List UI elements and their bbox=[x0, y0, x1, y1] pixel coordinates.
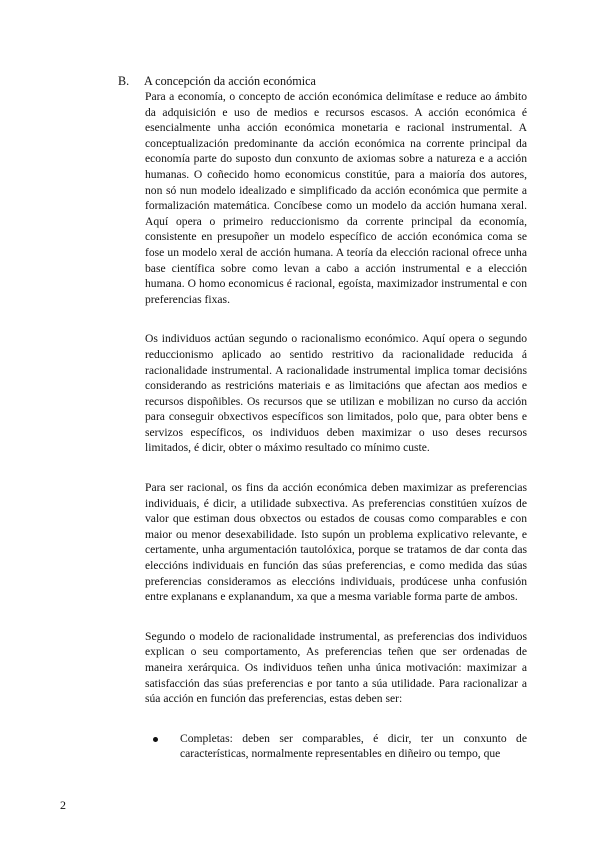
section-marker: B. bbox=[118, 74, 130, 88]
paragraph: Os individuos actúan segundo o racionalismo económico. Aquí opera o segundo reduccionismo aplicado ao sentido restritivo da racionalidade reducida á racionalidade instrumental. A racionalidade instrumental implica tomar decisións considerando as restricións materiais e as limitacións que afectan aos medios e recursos dispoñibles. Os recursos que se utilizan e mobilizan no curso da acción para conseguir obxectivos específicos son limitados, polo que, para obter bens e servizos específicos, os individuos deben maximizar o uso deses recursos limitados, é dicir, obter o máximo resultado co mínimo custe. bbox=[145, 332, 527, 455]
list-item bbox=[145, 731, 527, 762]
bullet-label: Completas: bbox=[180, 731, 233, 745]
paragraph: Para ser racional, os fins da acción económica deben maximizar as preferencias individuais, é dicir, a utilidade subxectiva. As preferencias constitúen xuízos de valor que estiman dous obxectos ou estados de cousas como comparables e con maior ou menor desexabilidade. Isto supón un problema explicativo relevante, e certamente, unha argumentación tautolóxica, porque se tratamos de dar conta das eleccións individuais en función das súas preferencias, e como medida das súas preferencias consideramos as eleccións individuais, prodúcese unha confusión entre explanans e explanandum, xa que a mesma variable forma parte de ambos. bbox=[145, 481, 527, 604]
section-heading bbox=[118, 73, 316, 89]
bullet-list bbox=[145, 731, 527, 762]
bullet-text: deben ser comparables, é dicir, ter un conxunto de características, normalmente representables en diñeiro ou tempo, que bbox=[180, 731, 527, 761]
paragraph: Segundo o modelo de racionalidade instrumental, as preferencias dos individuos explican o seu comportamento, As preferencias teñen que ser ordenadas de maneira xerárquica. Os individuos teñen unha única motivación: maximizar a satisfacción das súas preferencias e por tanto a súa utilidade. Para racionalizar a súa acción en función das preferencias, estas deben ser: bbox=[145, 629, 527, 706]
paragraph: Para a economía, o concepto de acción económica delimítase e reduce ao ámbito da adquisición e uso de medios e recursos escasos. A acción económica é esencialmente unha acción económica monetaria e racional instrumental. A conceptualización predominante da acción económica na corrente principal da economía parte do suposto dun conxunto de axiomas sobre a natureza e a acción humanas. O coñecido homo economicus constitúe, para a maioría dos autores, non só nun modelo idealizado e simplificado da acción económica que permite a formalización matemática. Concíbese como un modelo da acción humana xeral. Aquí opera o primeiro reduccionismo da corrente principal da economía, consistente en presupoñer un modelo específico de acción económica coma se fose un modelo xeral de acción humana. A teoría da elección racional ofrece unha base científica sobre como levan a cabo a acción instrumental e a elección humana. O homo economicus é racional, egoísta, maximizador instrumental e con preferencias fixas. bbox=[145, 90, 527, 306]
section-body bbox=[145, 89, 527, 762]
section-title: A concepción da acción económica bbox=[144, 74, 316, 88]
bullet-icon bbox=[153, 737, 158, 742]
page-number: 2 bbox=[60, 798, 66, 812]
